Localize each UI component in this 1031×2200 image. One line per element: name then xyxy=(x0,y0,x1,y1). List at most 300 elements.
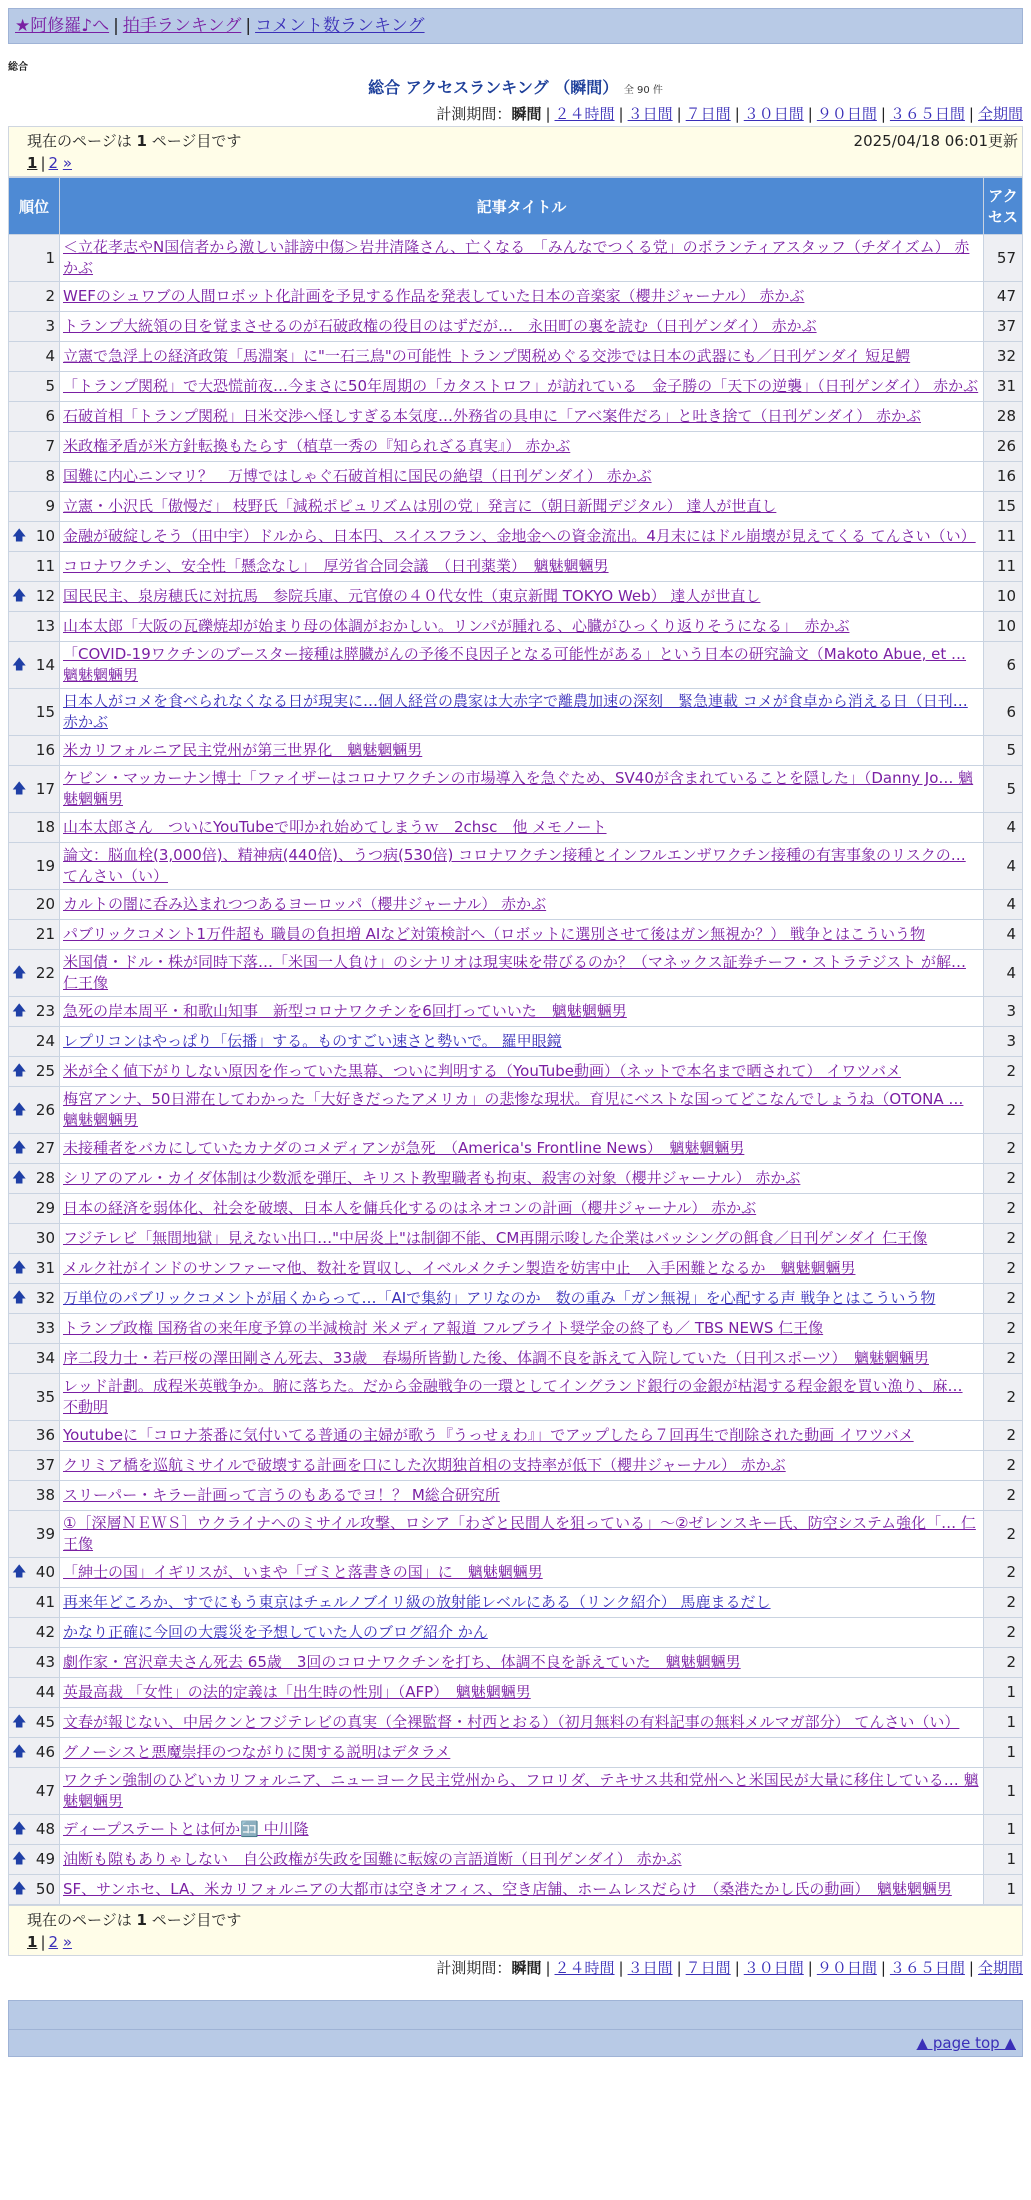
period-separator: | xyxy=(807,1959,813,1977)
page-prefix: 現在のページは xyxy=(27,132,132,150)
article-link[interactable]: クリミア橋を巡航ミサイルで破壊する計画を口にした次期独首相の支持率が低下（櫻井ジャーナル） 赤かぶ xyxy=(63,1456,786,1474)
access-count: 2 xyxy=(984,1648,1023,1678)
pager-link-2[interactable]: 2 xyxy=(48,1933,59,1951)
access-count: 26 xyxy=(984,432,1023,462)
title-cell xyxy=(60,890,984,920)
table-row xyxy=(9,1481,1023,1511)
title-cell xyxy=(60,372,984,402)
table-row xyxy=(9,432,1023,462)
up-arrow-icon: 🡅 xyxy=(12,1063,27,1079)
pager-current: 1 xyxy=(27,1933,38,1951)
title-cell xyxy=(60,843,984,890)
rank-number: 39 xyxy=(35,1524,55,1543)
access-count: 5 xyxy=(984,766,1023,813)
period-link-4[interactable]: ９０日間 xyxy=(816,105,877,123)
rank-number: 21 xyxy=(35,925,55,943)
rank-number: 13 xyxy=(35,617,55,635)
table-row xyxy=(9,736,1023,766)
nav-separator: | xyxy=(113,16,119,36)
rank-cell xyxy=(9,1558,60,1588)
rank-cell xyxy=(9,1875,60,1905)
article-link[interactable]: 「トランプ関税」で大恐慌前夜…今まさに50年周期の「カタストロフ」が訪れている 金子勝の「天下の逆襲」（日刊ゲンダイ） 赤かぶ xyxy=(63,377,979,395)
access-count: 11 xyxy=(984,552,1023,582)
up-arrow-icon: 🡅 xyxy=(12,1140,27,1156)
access-count: 2 xyxy=(984,1224,1023,1254)
pager-separator: | xyxy=(40,154,46,172)
rank-cell xyxy=(9,813,60,843)
page-suffix: ページ目です xyxy=(151,132,242,150)
article-link[interactable]: レッド計劃。成程米英戦争か。腑に落ちた。だから金融戦争の一環としてイングランド銀行の金銀が枯渇する程金銀を買い漁り、麻… 不動明 xyxy=(63,1377,963,1416)
article-link[interactable]: 論文：脳血栓(3,000倍)、精神病(440倍)、うつ病(530倍) コロナワクチン接種とインフルエンザワクチン接種の有害事象のリスクの… てんさい（い） xyxy=(63,846,966,885)
period-separator: | xyxy=(734,105,740,123)
rank-cell xyxy=(9,582,60,612)
title-cell xyxy=(60,282,984,312)
table-row xyxy=(9,843,1023,890)
article-link[interactable]: スリーパー・キラー計画って言うのもあるでヨ！？ M総合研究所 xyxy=(63,1486,500,1504)
rank-cell xyxy=(9,890,60,920)
rank-cell xyxy=(9,1344,60,1374)
article-link[interactable]: 立憲・小沢氏「傲慢だ」 枝野氏「減税ポピュリズムは別の党」発言に（朝日新聞デジタル） 達人が世直し xyxy=(63,497,777,515)
rank-number: 46 xyxy=(35,1743,55,1761)
table-row xyxy=(9,402,1023,432)
article-link[interactable]: 石破首相「トランプ関税」日米交渉へ怪しすぎる本気度…外務省の具申に「アベ案件だろ」と吐き捨て（日刊ゲンダイ） 赤かぶ xyxy=(63,407,921,425)
title-cell xyxy=(60,1344,984,1374)
home-link[interactable]: ★阿修羅♪へ xyxy=(15,16,110,36)
pager-next[interactable]: » xyxy=(62,1933,73,1951)
pager-next[interactable]: » xyxy=(62,154,73,172)
rank-number: 26 xyxy=(35,1100,55,1119)
title-cell xyxy=(60,1421,984,1451)
period-separator: | xyxy=(968,1959,974,1977)
table-row xyxy=(9,689,1023,736)
rank-cell xyxy=(9,522,60,552)
access-count: 11 xyxy=(984,522,1023,552)
period-link-5[interactable]: ３６５日間 xyxy=(889,1959,965,1977)
page-number: 1 xyxy=(136,1911,147,1929)
rank-cell xyxy=(9,1815,60,1845)
article-link[interactable]: 序二段力士・若戸桜の澤田剛さん死去、33歳 春場所皆勤した後、体調不良を訴えて入院していた（日刊スポーツ） 魑魅魍魎男 xyxy=(63,1349,929,1367)
rank-cell xyxy=(9,1481,60,1511)
rank-cell xyxy=(9,1284,60,1314)
rank-number: 11 xyxy=(35,557,55,575)
table-row xyxy=(9,1254,1023,1284)
article-link[interactable]: 国民民主、泉房穂氏に対抗馬 参院兵庫、元官僚の４０代女性（東京新聞 TOKYO Web） 達人が世直し xyxy=(63,587,761,605)
up-arrow-icon: 🡅 xyxy=(12,964,27,981)
title-cell xyxy=(60,1224,984,1254)
up-arrow-icon: 🡅 xyxy=(12,780,27,797)
article-link[interactable]: シリアのアル・カイダ体制は少数派を弾圧、キリスト教聖職者も拘束、殺害の対象（櫻井ジャーナル） 赤かぶ xyxy=(63,1169,801,1187)
table-row xyxy=(9,1087,1023,1134)
table-row xyxy=(9,1421,1023,1451)
period-current: 瞬間 xyxy=(511,105,542,123)
rank-cell xyxy=(9,1314,60,1344)
rank-number: 41 xyxy=(35,1593,55,1611)
article-link[interactable]: ワクチン強制のひどいカリフォルニア、ニューヨーク民主党州から、フロリダ、テキサス共和党州へと米国民が大量に移住している… 魑魅魍魎男 xyxy=(63,1771,979,1810)
up-arrow-icon: 🡅 xyxy=(12,528,27,544)
title-cell xyxy=(60,766,984,813)
access-count: 28 xyxy=(984,402,1023,432)
up-arrow-icon: 🡅 xyxy=(12,1821,27,1837)
page-title xyxy=(0,77,1031,102)
article-link[interactable]: フジテレビ「無間地獄」見えない出口…"中居炎上"は制御不能、CM再開示唆した企業はバッシングの餌食／日刊ゲンダイ 仁王像 xyxy=(63,1229,928,1247)
rank-number: 34 xyxy=(35,1349,55,1367)
rank-number: 48 xyxy=(35,1820,55,1838)
access-count: 1 xyxy=(984,1678,1023,1708)
access-count: 2 xyxy=(984,1344,1023,1374)
title-cell xyxy=(60,1194,984,1224)
access-count: 3 xyxy=(984,997,1023,1027)
rank-number: 4 xyxy=(45,347,55,365)
article-link[interactable]: メルク社がインドのサンファーマ他、数社を買収し、イベルメクチン製造を妨害中止 入手困難となるか 魑魅魍魎男 xyxy=(63,1259,856,1277)
rank-number: 36 xyxy=(35,1426,55,1444)
access-count: 2 xyxy=(984,1481,1023,1511)
table-row xyxy=(9,642,1023,689)
rank-cell xyxy=(9,462,60,492)
page-prefix: 現在のページは xyxy=(27,1911,132,1929)
col-title-header: 記事タイトル xyxy=(60,178,984,235)
rank-cell xyxy=(9,997,60,1027)
article-link[interactable]: 英最高裁 「女性」の法的定義は「出生時の性別」（AFP） 魑魅魍魎男 xyxy=(63,1683,531,1701)
rank-number: 50 xyxy=(35,1880,55,1898)
access-count: 1 xyxy=(984,1845,1023,1875)
rank-cell xyxy=(9,766,60,813)
access-count: 1 xyxy=(984,1815,1023,1845)
period-link-1[interactable]: ３日間 xyxy=(627,105,673,123)
period-separator: | xyxy=(880,105,886,123)
rank-cell xyxy=(9,1738,60,1768)
table-row xyxy=(9,312,1023,342)
title-cell xyxy=(60,642,984,689)
rank-number: 5 xyxy=(45,377,55,395)
rank-number: 40 xyxy=(35,1563,55,1581)
period-separator: | xyxy=(618,105,624,123)
rank-number: 12 xyxy=(35,587,55,605)
rank-cell xyxy=(9,1254,60,1284)
title-cell xyxy=(60,1027,984,1057)
rank-number: 25 xyxy=(35,1062,55,1080)
title-cell xyxy=(60,492,984,522)
article-link[interactable]: 劇作家・宮沢章夫さん死去 65歳 3回のコロナワクチンを打ち、体調不良を訴えていた 魑魅魍魎男 xyxy=(63,1653,741,1671)
article-link[interactable]: Youtubeに「コロナ茶番に気付いてる普通の主婦が歌う『うっせぇわ』」でアップしたら７回再生で削除された動画 イワツバメ xyxy=(63,1426,914,1444)
rank-number: 19 xyxy=(35,856,55,875)
article-link[interactable]: トランプ政権 国務省の来年度予算の半減検討 米メディア報道 フルブライト奨学金の終了も／ TBS NEWS 仁王像 xyxy=(63,1319,824,1337)
article-link[interactable]: 山本太郎さん ついにYouTubeで叩かれ始めてしまうｗ 2chsc 他 メモノート xyxy=(63,818,607,836)
table-row xyxy=(9,1027,1023,1057)
table-row xyxy=(9,282,1023,312)
access-count: 10 xyxy=(984,612,1023,642)
rank-number: 3 xyxy=(45,317,55,335)
rank-cell xyxy=(9,736,60,766)
table-row xyxy=(9,1845,1023,1875)
rank-number: 44 xyxy=(35,1683,55,1701)
rank-number: 14 xyxy=(35,655,55,674)
page-info-bottom xyxy=(8,1905,1023,1956)
access-count: 2 xyxy=(984,1314,1023,1344)
access-count: 4 xyxy=(984,890,1023,920)
article-link[interactable]: 日本人がコメを食べられなくなる日が現実に…個人経営の農家は大赤字で離農加速の深刻 緊急連載 コメが食卓から消える日（日刊… 赤かぶ xyxy=(63,692,968,731)
article-link[interactable]: 万単位のパブリックコメントが届くからって…「AIで集約」アリなのか 数の重み「ガン無視」を心配する声 戦争とはこういう物 xyxy=(63,1289,936,1307)
access-count: 1 xyxy=(984,1875,1023,1905)
rank-number: 8 xyxy=(45,467,55,485)
access-count: 1 xyxy=(984,1768,1023,1815)
article-link[interactable]: 国難に内心ニンマリ？ 万博ではしゃぐ石破首相に国民の絶望（日刊ゲンダイ） 赤かぶ xyxy=(63,467,652,485)
access-count: 4 xyxy=(984,813,1023,843)
period-link-0[interactable]: ２４時間 xyxy=(554,105,615,123)
period-link-2[interactable]: ７日間 xyxy=(685,105,731,123)
period-link-4[interactable]: ９０日間 xyxy=(816,1959,877,1977)
rank-number: 17 xyxy=(35,779,55,798)
access-count: 47 xyxy=(984,282,1023,312)
title-cell xyxy=(60,1738,984,1768)
title-cell xyxy=(60,1254,984,1284)
period-link-6[interactable]: 全期間 xyxy=(977,105,1023,123)
page-number: 1 xyxy=(136,132,147,150)
rank-number: 28 xyxy=(35,1169,55,1187)
title-cell xyxy=(60,689,984,736)
table-row xyxy=(9,1648,1023,1678)
title-cell xyxy=(60,1815,984,1845)
article-link[interactable]: コロナワクチン、安全性「懸念なし」 厚労省合同会議 （日刊薬業） 魑魅魍魎男 xyxy=(63,557,609,575)
article-link[interactable]: 山本太郎「大阪の瓦礫焼却が始まり母の体調がおかしい。リンパが腫れる、心臓がひっくり返りそうになる」 赤かぶ xyxy=(63,617,850,635)
up-arrow-icon: 🡅 xyxy=(12,1851,27,1867)
access-count: 16 xyxy=(984,462,1023,492)
rank-number: 24 xyxy=(35,1032,55,1050)
rank-number: 30 xyxy=(35,1229,55,1247)
title-cell xyxy=(60,813,984,843)
rank-number: 42 xyxy=(35,1623,55,1641)
access-count: 2 xyxy=(984,1284,1023,1314)
access-count: 2 xyxy=(984,1087,1023,1134)
access-count: 2 xyxy=(984,1558,1023,1588)
rank-cell xyxy=(9,950,60,997)
ranking-table xyxy=(8,177,1023,1905)
table-row xyxy=(9,1284,1023,1314)
article-link[interactable]: 米カリフォルニア民主党州が第三世界化 魑魅魍魎男 xyxy=(63,741,423,759)
rank-cell xyxy=(9,372,60,402)
table-row xyxy=(9,582,1023,612)
rank-cell xyxy=(9,1421,60,1451)
table-row xyxy=(9,1768,1023,1815)
rank-number: 22 xyxy=(35,963,55,982)
rank-cell xyxy=(9,1845,60,1875)
rank-cell xyxy=(9,1768,60,1815)
up-arrow-icon: 🡅 xyxy=(12,1003,27,1019)
access-count: 2 xyxy=(984,1164,1023,1194)
rank-number: 32 xyxy=(35,1289,55,1307)
table-row xyxy=(9,522,1023,552)
title-cell xyxy=(60,1768,984,1815)
rank-number: 35 xyxy=(35,1387,55,1406)
period-link-3[interactable]: ３０日間 xyxy=(743,105,804,123)
article-link[interactable]: かなり正確に今回の大震災を予想していた人のブログ紹介 かん xyxy=(63,1623,488,1641)
period-separator: | xyxy=(545,105,551,123)
rank-number: 47 xyxy=(35,1781,55,1800)
article-link[interactable]: 日本の経済を弱体化、社会を破壊、日本人を傭兵化するのはネオコンの計画（櫻井ジャーナル） 赤かぶ xyxy=(63,1199,757,1217)
access-count: 2 xyxy=(984,1254,1023,1284)
article-link[interactable]: 米が全く値下がりしない原因を作っていた黒幕、ついに判明する（YouTube動画）（ネットで本名まで晒されて） イワツバメ xyxy=(63,1062,901,1080)
title-cell xyxy=(60,235,984,282)
access-count: 5 xyxy=(984,736,1023,766)
rank-cell xyxy=(9,1027,60,1057)
period-link-2[interactable]: ７日間 xyxy=(685,1959,731,1977)
table-row xyxy=(9,492,1023,522)
item-count: 全 90 件 xyxy=(623,85,663,96)
pager-current: 1 xyxy=(27,154,38,172)
pager-link-2[interactable]: 2 xyxy=(48,154,59,172)
period-label: 計測期間： xyxy=(436,1959,512,1977)
title-cell xyxy=(60,1588,984,1618)
access-count: 2 xyxy=(984,1511,1023,1558)
table-row xyxy=(9,1678,1023,1708)
rank-cell xyxy=(9,1224,60,1254)
period-link-6[interactable]: 全期間 xyxy=(977,1959,1023,1977)
rank-number: 45 xyxy=(35,1713,55,1731)
rank-cell xyxy=(9,492,60,522)
article-link[interactable]: ＜立花孝志やN国信者から激しい誹謗中傷＞岩井清隆さん、亡くなる 「みんなでつくる党」のボランティアスタッフ（チダイズム） 赤かぶ xyxy=(63,238,970,277)
period-link-1[interactable]: ３日間 xyxy=(627,1959,673,1977)
access-count: 4 xyxy=(984,920,1023,950)
clap-ranking-link[interactable]: 拍手ランキング xyxy=(122,16,242,36)
article-link[interactable]: グノーシスと悪魔崇拝のつながりに関する説明はデタラメ xyxy=(63,1743,451,1761)
access-count: 10 xyxy=(984,582,1023,612)
article-link[interactable]: 文春が報じない、中居クンとフジテレビの真実（全裸監督・村西とおる）（初月無料の有料記事の無料メルマガ部分） てんさい（い） xyxy=(63,1713,960,1731)
period-link-5[interactable]: ３６５日間 xyxy=(889,105,965,123)
rank-cell xyxy=(9,1678,60,1708)
rank-cell xyxy=(9,1511,60,1558)
col-rank-header: 順位 xyxy=(9,178,60,235)
rank-cell xyxy=(9,689,60,736)
page-top-bar xyxy=(8,2030,1023,2057)
title-cell xyxy=(60,1618,984,1648)
title-cell xyxy=(60,1511,984,1558)
title-cell xyxy=(60,1164,984,1194)
category-label: 総合 xyxy=(8,62,28,73)
rank-number: 20 xyxy=(35,895,55,913)
access-count: 37 xyxy=(984,312,1023,342)
article-link[interactable]: 「紳士の国」イギリスが、いまや「ゴミと落書きの国」に 魑魅魍魎男 xyxy=(63,1563,543,1581)
rank-cell xyxy=(9,235,60,282)
rank-number: 7 xyxy=(45,437,55,455)
rank-number: 18 xyxy=(35,818,55,836)
rank-number: 49 xyxy=(35,1850,55,1868)
title-cell xyxy=(60,920,984,950)
period-link-0[interactable]: ２４時間 xyxy=(554,1959,615,1977)
article-link[interactable]: 金融が破綻しそう（田中宇）ドルから、日本円、スイスフラン、金地金への資金流出。4月末にはドル崩壊が見えてくる てんさい（い） xyxy=(63,527,976,545)
table-row xyxy=(9,997,1023,1027)
article-link[interactable]: 急死の岸本周平・和歌山知事 新型コロナワクチンを6回打っていいた 魑魅魍魎男 xyxy=(63,1002,627,1020)
title-cell xyxy=(60,1451,984,1481)
table-row xyxy=(9,235,1023,282)
up-arrow-icon: 🡅 xyxy=(12,1170,27,1186)
table-row xyxy=(9,1815,1023,1845)
table-row xyxy=(9,813,1023,843)
rank-cell xyxy=(9,1648,60,1678)
rank-cell xyxy=(9,1374,60,1421)
article-link[interactable]: 米国債・ドル・株が同時下落…「米国一人負け」のシナリオは現実味を帯びるのか？（マネックス証券チーフ・ストラテジスト が解… 仁王像 xyxy=(63,953,966,992)
access-count: 2 xyxy=(984,1194,1023,1224)
table-row xyxy=(9,612,1023,642)
title-cell xyxy=(60,736,984,766)
title-cell xyxy=(60,1648,984,1678)
rank-cell xyxy=(9,1057,60,1087)
title-cell xyxy=(60,1284,984,1314)
title-cell xyxy=(60,950,984,997)
article-link[interactable]: ①［深層ＮＥＷＳ］ウクライナへのミサイル攻撃、ロシア「わざと民間人を狙っている」～②ゼレンスキー氏、防空システム強化「… 仁王像 xyxy=(63,1514,976,1553)
page-info xyxy=(8,126,1023,177)
updated-time: 2025/04/18 06:01更新 xyxy=(853,132,1018,150)
article-link[interactable]: SF、サンホセ、LA、米カリフォルニアの大都市は空きオフィス、空き店舗、ホームレスだらけ （桑港たかし氏の動画） 魑魅魍魎男 xyxy=(63,1880,952,1898)
period-link-3[interactable]: ３０日間 xyxy=(743,1959,804,1977)
table-row xyxy=(9,1875,1023,1905)
rank-number: 43 xyxy=(35,1653,55,1671)
up-arrow-icon: 🡅 xyxy=(12,1744,27,1760)
rank-cell xyxy=(9,312,60,342)
article-link[interactable]: 油断も隙もありゃしない 自公政権が失政を国難に転嫁の言語道断（日刊ゲンダイ） 赤かぶ xyxy=(63,1850,682,1868)
table-row xyxy=(9,342,1023,372)
period-current: 瞬間 xyxy=(511,1959,542,1977)
rank-cell xyxy=(9,642,60,689)
article-link[interactable]: レプリコンはやっぱり「伝播」する。ものすごい速さと勢いで。 羅甲眼鏡 xyxy=(63,1032,562,1050)
access-count: 6 xyxy=(984,689,1023,736)
page-top-link[interactable]: ▲ page top ▲ xyxy=(916,2034,1016,2052)
table-row xyxy=(9,890,1023,920)
access-count: 2 xyxy=(984,1451,1023,1481)
up-arrow-icon: 🡅 xyxy=(12,1290,27,1306)
rank-number: 10 xyxy=(35,527,55,545)
rank-cell xyxy=(9,432,60,462)
rank-cell xyxy=(9,402,60,432)
article-link[interactable]: パブリックコメント1万件超も 職員の負担増 AIなど対策検討へ（ロボットに選別させて後はガン無視か？） 戦争とはこういう物 xyxy=(63,925,926,943)
comment-ranking-link[interactable]: コメント数ランキング xyxy=(255,16,425,36)
article-link[interactable]: 梅宮アンナ、50日滞在してわかった「大好きだったアメリカ」の悲惨な現状。育児にベストな国ってどこなんでしょうね（OTONA … 魑魅魍魎男 xyxy=(63,1090,964,1129)
article-link[interactable]: 「COVID-19ワクチンのブースター接種は膵臓がんの予後不良因子となる可能性がある」という日本の研究論文（Makoto Abue, et … 魑魅魍魎男 xyxy=(63,645,967,684)
bottom-bar xyxy=(8,2000,1023,2030)
table-row xyxy=(9,462,1023,492)
table-row xyxy=(9,372,1023,402)
table-row xyxy=(9,1738,1023,1768)
rank-cell xyxy=(9,342,60,372)
rank-cell xyxy=(9,1164,60,1194)
table-row xyxy=(9,1511,1023,1558)
period-separator: | xyxy=(734,1959,740,1977)
article-link[interactable]: カルトの闇に呑み込まれつつあるヨーロッパ（櫻井ジャーナル） 赤かぶ xyxy=(63,895,547,913)
period-selector xyxy=(8,102,1023,126)
article-link[interactable]: 米政権矛盾が米方針転換もたらす（植草一秀の『知られざる真実』） 赤かぶ xyxy=(63,437,571,455)
article-link[interactable]: トランプ大統領の目を覚まさせるのが石破政権の役目のはずだが… 永田町の裏を読む（日刊ゲンダイ） 赤かぶ xyxy=(63,317,817,335)
title-cell xyxy=(60,402,984,432)
article-link[interactable]: ケビン・マッカーナン博士「ファイザーはコロナワクチンの市場導入を急ぐため、SV40が含まれていることを隠した」（Danny Jo… 魑魅魍魎男 xyxy=(63,769,974,808)
period-separator: | xyxy=(968,105,974,123)
pager xyxy=(27,1931,1010,1953)
access-count: 2 xyxy=(984,1134,1023,1164)
nav-separator: | xyxy=(245,16,252,36)
period-separator: | xyxy=(618,1959,624,1977)
article-link[interactable]: ディープステートとは何か🈁 中川隆 xyxy=(63,1820,309,1838)
title-cell xyxy=(60,1845,984,1875)
access-count: 2 xyxy=(984,1057,1023,1087)
access-count: 1 xyxy=(984,1708,1023,1738)
article-link[interactable]: 未接種者をバカにしていたカナダのコメディアンが急死 （America's Frontline News） 魑魅魍魎男 xyxy=(63,1139,745,1157)
access-count: 57 xyxy=(984,235,1023,282)
article-link[interactable]: WEFのシュワブの人間ロボット化計画を予見する作品を発表していた日本の音楽家（櫻井ジャーナル） 赤かぶ xyxy=(63,287,805,305)
rank-number: 16 xyxy=(35,741,55,759)
article-link[interactable]: 再来年どころか、すでにもう東京はチェルノブイリ級の放射能レベルにある（リンク紹介） 馬鹿まるだし xyxy=(63,1593,771,1611)
table-row xyxy=(9,1708,1023,1738)
title-cell xyxy=(60,552,984,582)
table-row xyxy=(9,920,1023,950)
access-count: 2 xyxy=(984,1421,1023,1451)
article-link[interactable]: 立憲で急浮上の経済政策「馬淵案」に"一石三鳥"の可能性 トランプ関税めぐる交渉では日本の武器にも／日刊ゲンダイ 短足鰐 xyxy=(63,347,911,365)
